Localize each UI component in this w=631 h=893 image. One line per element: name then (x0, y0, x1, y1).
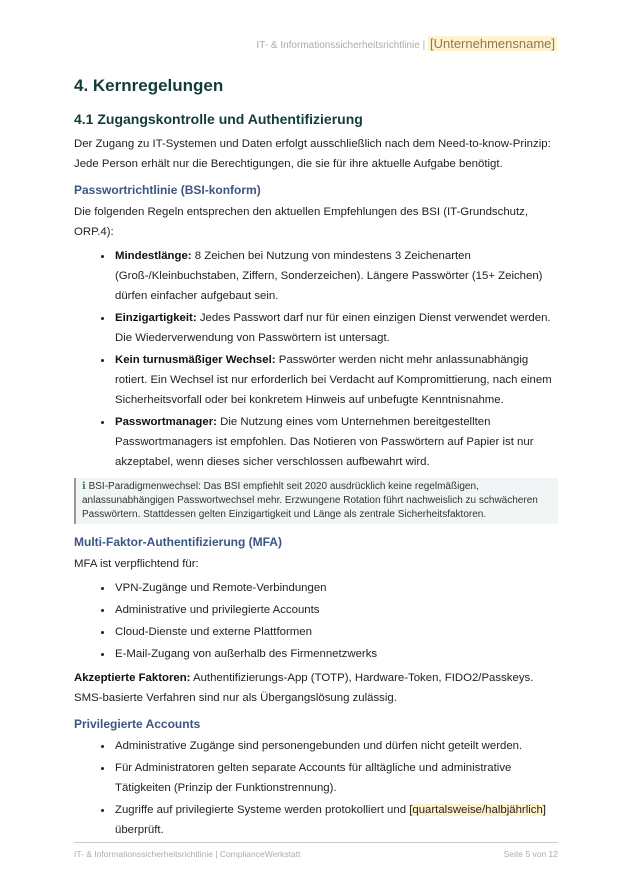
privileged-heading: Privilegierte Accounts (74, 717, 201, 731)
rule-term: Einzigartigkeit: (115, 312, 197, 324)
item-text: Zugriffe auf privilegierte Systeme werden protokolliert und (115, 804, 410, 816)
privileged-list (74, 736, 558, 840)
info-callout (74, 478, 558, 524)
password-rules-list (74, 246, 558, 472)
intro-paragraph: Der Zugang zu IT-Systemen und Daten erfolgt ausschließlich nach dem Need-to-know-Prinzip: Jede Person erhält nur die Berechtigungen, die sie für ihre aktuelle Aufgabe benötigt. (74, 138, 551, 170)
accepted-factors (74, 668, 558, 708)
list-item (113, 412, 558, 472)
item-text: überprüft. (115, 824, 164, 836)
rule-term: Passwortmanager: (115, 416, 217, 428)
list-item (113, 800, 558, 840)
page-footer (74, 842, 558, 859)
list-item (113, 350, 558, 410)
list-item: • Für Administratoren gelten separate Accounts für alltägliche und administrative Tätigkeiten (Prinzip der Funktionstrennung). (113, 758, 558, 798)
rule-text: Passwörter werden nicht mehr anlassunabhängig rotiert. Ein Wechsel ist nur erforderlich bei Verdacht auf Kompromittierung, nach einem Sicherheitsvorfall oder bei konkretem Hinweis auf unbefugte Kenntnisnahme. (115, 354, 552, 406)
list-item: • Cloud-Dienste und externe Plattformen (113, 622, 558, 642)
page-number: Seite 5 von 12 (503, 849, 558, 859)
section-title: 4. Kernregelungen (74, 76, 224, 95)
header-doc-title: IT- & Informationssicherheitsrichtlinie | (256, 40, 428, 51)
rule-text: Jedes Passwort darf nur für einen einzigen Dienst verwendet werden. Die Wiederverwendung von Passwörtern ist untersagt. (115, 312, 551, 344)
interval-placeholder: [quartalsweise/halbjährlich] (409, 804, 546, 816)
password-policy-intro: Die folgenden Regeln entsprechen den aktuellen Empfehlungen des BSI (IT-Grundschutz, ORP.4): (74, 206, 529, 238)
password-policy-heading: Passwortrichtlinie (BSI-konform) (74, 183, 261, 197)
list-item: • Administrative Zugänge sind personengebunden und dürfen nicht geteilt werden. (113, 736, 558, 756)
footer-left: IT- & Informationssicherheitsrichtlinie | ComplianceWerkstatt (74, 849, 301, 859)
factors-text: Authentifizierungs-App (TOTP), Hardware-Token, FIDO2/Passkeys. SMS-basierte Verfahren sind nur als Übergangslösung zulässig. (74, 672, 534, 704)
factors-label: Akzeptierte Faktoren: (74, 672, 191, 684)
page-content (74, 74, 558, 844)
list-item: • Administrative und privilegierte Accounts (113, 600, 558, 620)
mfa-intro: MFA ist verpflichtend für: (74, 558, 199, 570)
page-header (256, 36, 557, 51)
rule-term: Mindestlänge: (115, 250, 192, 262)
info-text: BSI-Paradigmenwechsel: Das BSI empfiehlt seit 2020 ausdrücklich keine regelmäßigen, anlassunabhängigen Passwortwechsel mehr. Erzwungene Rotation führt nachweislich zu schwächeren Passwörtern. Stattdessen gelten Einzigartigkeit und Länge als zentrale Sicherheitsfaktoren. (82, 481, 538, 520)
mfa-list (74, 578, 558, 664)
rule-text: Die Nutzung eines vom Unternehmen bereitgestellten Passwortmanagers ist empfohlen. Das Notieren von Passwörtern auf Papier ist nur akzeptabel, wenn dieses sicher verschlossen aufbewahrt wird. (115, 416, 534, 468)
info-icon: ℹ (82, 481, 86, 492)
rule-term: Kein turnusmäßiger Wechsel: (115, 354, 276, 366)
list-item (113, 246, 558, 306)
company-placeholder: [Unternehmensname] (429, 36, 555, 51)
mfa-heading: Multi-Faktor-Authentifizierung (MFA) (74, 535, 282, 549)
list-item: • E-Mail-Zugang von außerhalb des Firmennetzwerks (113, 644, 558, 664)
rule-text: 8 Zeichen bei Nutzung von mindestens 3 Zeichenarten (Groß-/Kleinbuchstaben, Ziffern, Sonderzeichen). Längere Passwörter (15+ Zeichen) dürfen einfacher aufgebaut sein. (115, 250, 543, 302)
list-item (113, 308, 558, 348)
subsection-title: 4.1 Zugangskontrolle und Authentifizierung (74, 111, 363, 127)
list-item: • VPN-Zugänge und Remote-Verbindungen (113, 578, 558, 598)
